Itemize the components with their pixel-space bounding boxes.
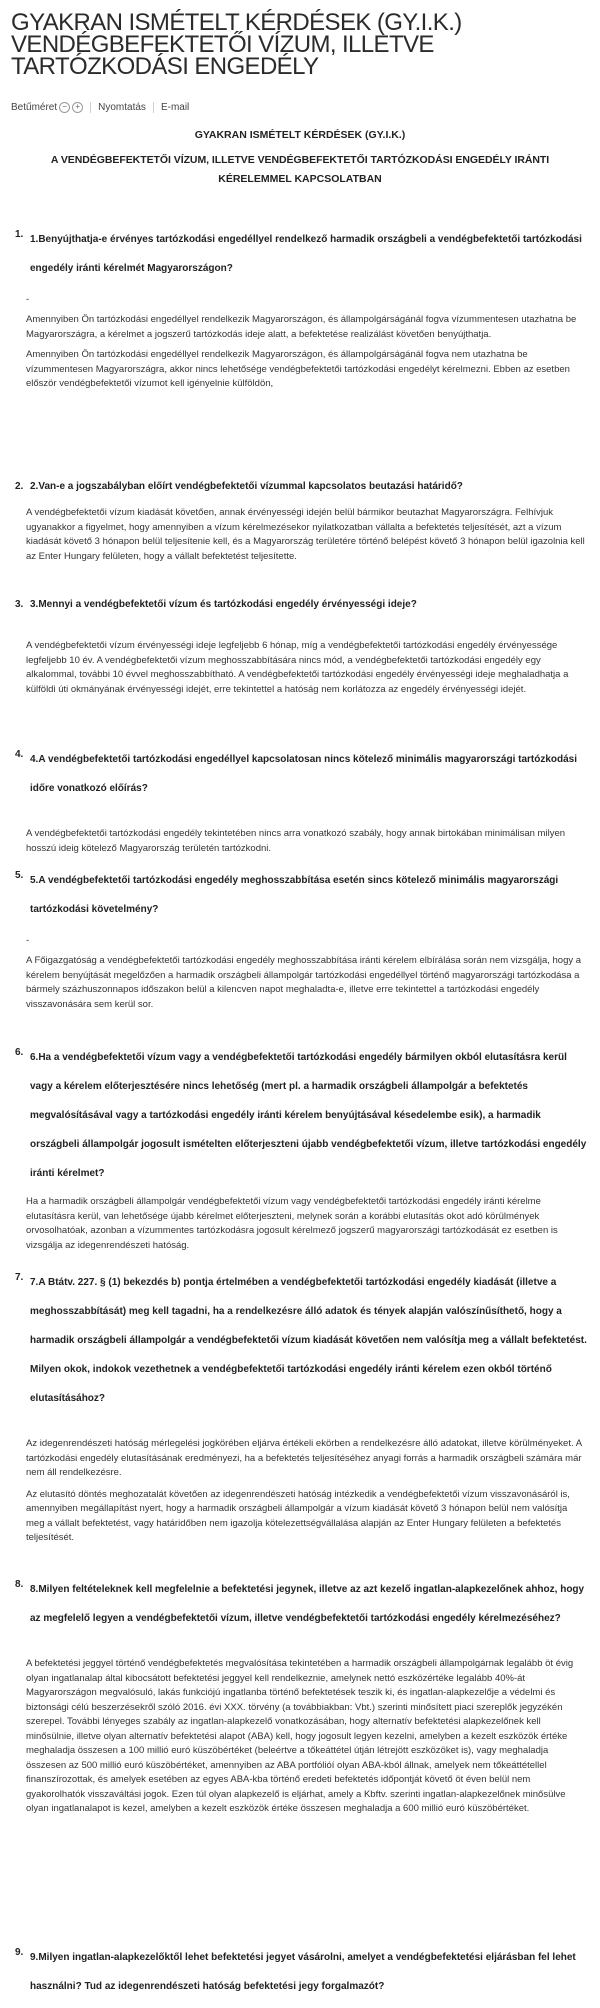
faq-number: 4.: [15, 749, 24, 760]
font-decrease-button[interactable]: −: [59, 102, 70, 113]
article-toolbar: [11, 99, 589, 115]
faq-number: 1.: [15, 229, 24, 240]
answer-paragraph: Az elutasító döntés meghozatalát követően az idegenrendészeti hatóság intézkedik a vendégbefektetői vízum visszavonásáról is, amennyiben megállapítást nyert, hogy a harmadik országbeli állampolgár a vízum kiadását követő 3 hónapon belül nem valósítja meg a vállalt befektetést, vagy határidőben nem igazolja kötelezettségvállalása alapján az Enter Hungary felületen a befektetés teljesítését.: [26, 1488, 570, 1543]
faq-item: [11, 745, 589, 856]
faq-subtitle: GYAKRAN ISMÉTELT KÉRDÉSEK (GY.I.K.): [194, 129, 406, 141]
answer-paragraph: Ha a harmadik országbeli állampolgár vendégbefektetői vízum vagy vendégbefektetői tartózkodási engedély iránti kérelme elutasításra kerül, van lehetősége újabb kérelmet előterjeszteni, melynek során a korábbi elutasítás okot adó körülmények orvosolhatóak, azonban a vízummentes tartózkodásra jogosult kérelmező jogszerű magyarországi tartózkodását ez esetben is vizsgálja az idegenrendészeti hatóság.: [26, 1196, 558, 1251]
faq-item: [11, 1575, 589, 1817]
faq-answer: [11, 1195, 589, 1253]
font-size-control: [11, 102, 83, 113]
faq-number: 3.: [15, 599, 24, 610]
faq-question[interactable]: [11, 225, 589, 283]
toolbar-divider: [90, 102, 91, 113]
faq-answer: [11, 934, 589, 1012]
faq-answer: [11, 1657, 589, 1817]
faq-question-text: 4.A vendégbefektetői tartózkodási engedéllyel kapcsolatosan nincs kötelező minimális magyarországi tartózkodási időre vonatkozó előírás?: [30, 754, 578, 794]
faq-question-text: 8.Milyen feltételeknek kell megfelelnie a befektetési jegynek, illetve az azt kezelő ingatlan-alapkezelőnek ahhoz, hogy az megfelelő legyen a vendégbefektetői vízum, illetve vendégbefektetői tartózkodási engedély kérelmezéséhez?: [30, 1584, 585, 1624]
toolbar-divider: [153, 102, 154, 113]
faq-item: [11, 477, 589, 564]
faq-answer: [11, 506, 589, 564]
faq-number: 6.: [15, 1047, 24, 1058]
answer-paragraph: A befektetési jeggyel történő vendégbefektetés megvalósítása tekintetében a harmadik országbeli állampolgárnak legalább öt évig olyan ingatlanalap által kibocsátott befektetési jeggyel kell rendelkeznie, amelynek nettó eszközértéke legalább 40%-át Magyarországon megvalósuló, lakás funkciójú ingatlanba történő befektetések teszik ki, és ingatlan-alapkezelője a védelmi és biztonsági célú beszerzésekről szóló 2016. évi XXX. törvény (a továbbiakban: Vbt.) szerinti minősített piaci szereplők jegyzékén szerepel. További lényeges szabály az ingatlan-alapkezelő vonatkozásában, hogy alternatív befektetési alapkezelőnek kell minősülnie, illetve olyan alternatív befektetési alapot (ABA) kell, hogy jogosult legyen kezelni, amelyben a kezelt eszközök értéke meghaladja összesen a 100 millió euró küszöbértéket (beleértve a tőkeáttétel útján létrejött eszközöket is), vagy meghaladja összesen az 500 millió euró küszöbértéket, amennyiben az ABA portfólióí olyan ABA-kból állnak, amelyek nem tőkeáttétellel finanszírozottak, és amelyek esetében az egyes ABA-kba történő eredeti befektetés időpontját követő öt éven belül nem gyakorolhatók visszaváltási jogok. Ezen túl olyan alapkezelő is eljárhat, amely a Kbftv. szerinti ingatlan-alapkezelőnek minősülve olyan ingatlanalapot is kezel, amelyben a kezelt eszközök értéke összesen meghaladja a 600 millió euró küszöbértéket.: [26, 1658, 574, 1814]
faq-subheading-line1: A VENDÉGBEFEKTETŐI VÍZUM, ILLETVE VENDÉGBEFEKTETŐI TARTÓZKODÁSI ENGEDÉLY IRÁNTI: [50, 154, 550, 166]
email-link[interactable]: E-mail: [160, 101, 190, 113]
faq-question-text: 1.Benyújthatja-e érvényes tartózkodási engedéllyel rendelkező harmadik országbeli a vendégbefektetői tartózkodási engedély iránti kérelmét Magyarországon?: [30, 234, 582, 274]
faq-item: [11, 1268, 589, 1546]
faq-question-text: 6.Ha a vendégbefektetői vízum vagy a vendégbefektetői tartózkodási engedély bármilyen okból elutasításra kerül vagy a kérelem előterjesztésére nincs lehetőség (mert pl. a harmadik országbeli állampolgár a befektetés megvalósításával vagy a tartózkodási engedély iránti kérelem benyújtásával késedelembe esik), a harmadik országbeli állampolgár jogosult ismételten előterjeszteni újabb vendégbefektetői vízum, illetve tartózkodási engedély iránti kérelmet?: [30, 1052, 587, 1179]
font-size-label: Betűméret: [11, 101, 58, 113]
faq-question-text: 2.Van-e a jogszabályban előírt vendégbefektetői vízummal kapcsolatos beutazási határidő?: [30, 481, 463, 492]
faq-question-text: 9.Milyen ingatlan-alapkezelőktől lehet befektetési jegyet vásárolni, amelyet a vendégbefektetési eljárásban fel lehet használni? Tud az idegenrendészeti hatóság befektetési jegy forgalmazót?: [30, 1952, 576, 1992]
answer-paragraph: Amennyiben Ön tartózkodási engedéllyel rendelkezik Magyarországon, és állampolgárságánál fogva vízummentesen utazhatna be Magyarországra, a kérelmet a jogszerű tartózkodás ideje alatt, a befektetése realizálást követően benyújthatja.: [26, 314, 577, 340]
faq-number: 5.: [15, 870, 24, 881]
faq-subheading-line2: KÉRELEMMEL KAPCSOLATBAN: [218, 173, 382, 185]
faq-number: 8.: [15, 1579, 24, 1590]
faq-question[interactable]: [11, 745, 589, 803]
answer-dash: -: [26, 294, 30, 305]
faq-answer: [11, 827, 589, 856]
faq-number: 7.: [15, 1272, 24, 1283]
answer-dash: -: [26, 935, 30, 946]
answer-paragraph: A vendégbefektetői tartózkodási engedély tekintetében nincs arra vonatkozó szabály, hogy annak birtokában minimálisan milyen hosszú ideig kötelező Magyarország területén tartózkodni.: [26, 828, 566, 854]
faq-question[interactable]: [11, 866, 589, 924]
print-link[interactable]: Nyomtatás: [98, 101, 146, 113]
faq-number: 9.: [15, 1947, 24, 1958]
faq-question-text: 7.A Btátv. 227. § (1) bekezdés b) pontja értelmében a vendégbefektetői tartózkodási engedély kiadását (illetve a meghosszabbítását) meg kell tagadni, ha a rendelkezésre álló adatok és tények alapján valószínűsíthető, hogy a harmadik országbeli állampolgár a vendégbefektetői vízum kiadását követően nem valósítja meg a vállalt befektetést. Milyen okok, indokok vezethetnek a vendégbefektetői tartózkodási engedély iránti kérelem ezen okból történő elutasításához?: [30, 1277, 587, 1404]
font-increase-button[interactable]: +: [72, 102, 83, 113]
faq-answer: [11, 1437, 589, 1546]
answer-paragraph: A Főigazgatóság a vendégbefektetői tartózkodási engedély meghosszabbítása iránti kérelem elbírálása során nem vizsgálja, hogy a kérelem benyújtását megelőzően a harmadik országbeli állampolgár tartózkodási engedéllyel történő magyarországi tartózkodása a bármely százhuszonnapos időszakon belül a kilencven napot meghaladta-e, illetve erre tekintettel a tartózkodási engedély visszavonására sem kerül sor.: [26, 955, 582, 1010]
faq-item: [11, 225, 589, 392]
faq-question-text: 3.Mennyi a vendégbefektetői vízum és tartózkodási engedély érvényességi ideje?: [30, 599, 417, 610]
faq-answer: [11, 639, 589, 697]
answer-paragraph: A vendégbefektetői vízum kiadását követően, annak érvényességi idején belül bármikor beutazhat Magyarországra. Felhívjuk ugyanakkor a figyelmet, hogy amennyiben a vízum kérelmezésekor nyilatkozatban vállalta a befektetés teljesítését, azt a vízum kiadását követő 3 hónapon belül teljesítenie kell, és a Magyarország területére történő belépést követő 3 hónapon belül igazolnia kell az Enter Hungary felületen, hogy a vállalt befektetést teljesítette.: [26, 507, 585, 562]
faq-question-text: 5.A vendégbefektetői tartózkodási engedély meghosszabbítása esetén sincs kötelező minimális magyarországi tartózkodási követelmény?: [30, 875, 559, 915]
faq-item: [11, 866, 589, 1012]
faq-question[interactable]: [11, 477, 589, 497]
faq-number: 2.: [15, 481, 24, 492]
faq-answer: [11, 293, 589, 392]
faq-item: [11, 1943, 589, 2001]
faq-page: [11, 0, 589, 1992]
faq-question[interactable]: [11, 1943, 589, 2001]
faq-question[interactable]: [11, 595, 589, 615]
answer-paragraph: Amennyiben Ön tartózkodási engedéllyel rendelkezik Magyarországon, és állampolgárságánál fogva nem utazhatna be vízummentesen Magyarországra, akkor nincs lehetősége vendégbefektetői tartózkodási engedélyt kérelmezni. Ebben az esetben először vendégbefektetői vízumot kell igényelnie külföldön,: [26, 349, 570, 389]
faq-question[interactable]: [11, 1575, 589, 1633]
faq-question[interactable]: [11, 1268, 589, 1413]
faq-item: [11, 595, 589, 697]
faq-question[interactable]: [11, 1043, 589, 1188]
answer-paragraph: A vendégbefektetői vízum érvényességi ideje legfeljebb 6 hónap, míg a vendégbefektetői tartózkodási engedély érvényessége legfeljebb 10 év. A vendégbefektetői vízum meghosszabbítására nincs mód, a vendégbefektetői tartózkodási engedély egy alkalommal, további 10 évvel meghosszabbítható. A vendégbefektetői tartózkodási engedély érvényességi ideje meghaladhatja a külföldi úti okmányának érvényességi idejét, erre tekintettel a hatóság nem korlátozza az engedély érvényességi idejét.: [26, 640, 569, 695]
answer-paragraph: Az idegenrendészeti hatóság mérlegelési jogkörében eljárva értékeli ekörben a rendelkezésre álló adatokat, illetve körülményeket. A tartózkodási engedély elutasításának eredményezi, ha a befektetés teljesítéséhez anyagi forrás a harmadik országbeli számára már nem áll rendelkezésre.: [26, 1438, 582, 1478]
page-title: GYAKRAN ISMÉTELT KÉRDÉSEK (GY.I.K.) VENDÉGBEFEKTETŐI VÍZUM, ILLETVE TARTÓZKODÁSI ENGEDÉLY: [11, 9, 462, 80]
faq-item: [11, 1043, 589, 1253]
